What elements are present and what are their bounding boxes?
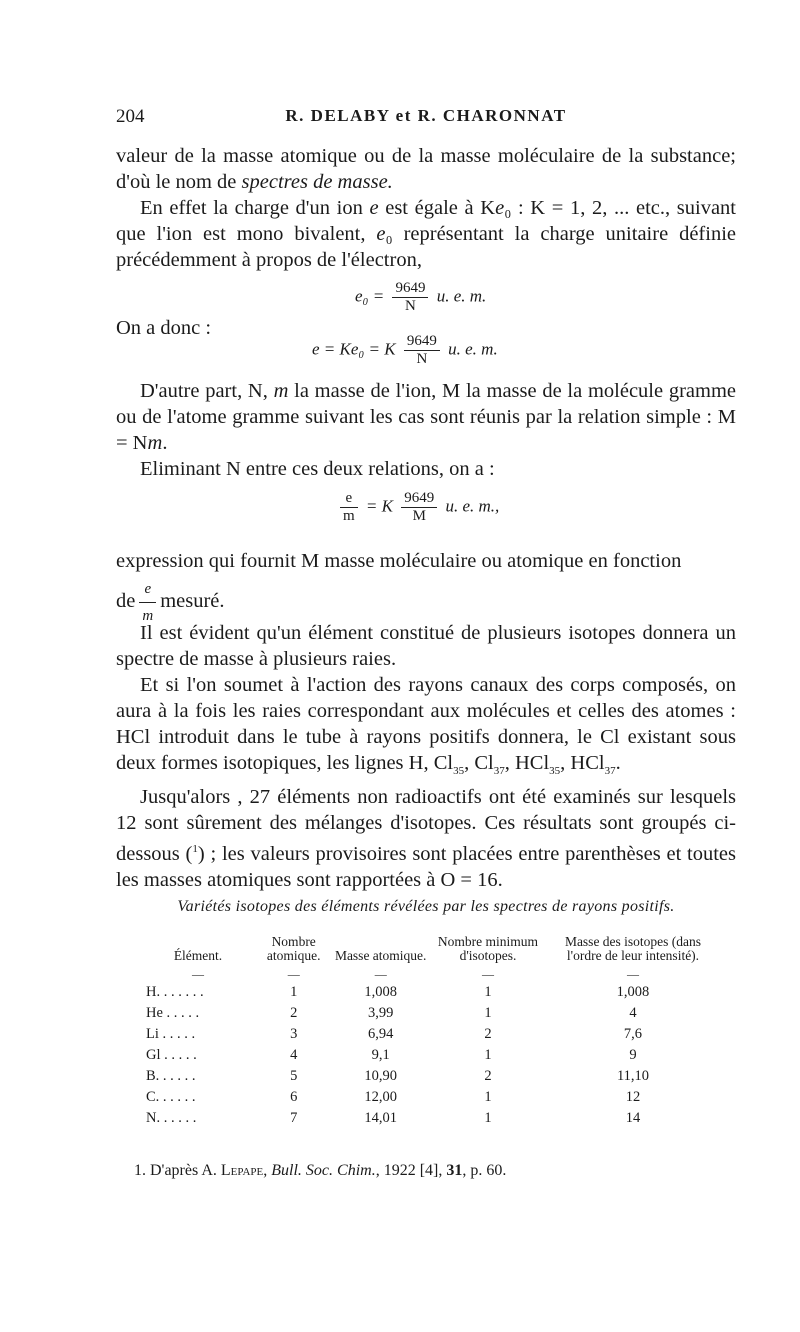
paragraph-3: D'autre part, N, m la masse de l'ion, M la masse de la molécule gramme ou de l'atome gramme suivant les cas sont réunis par la relation simple : M = Nm. [116,380,736,454]
table-row: He . . . . . 2 3,99 1 4 [146,1005,637,1021]
paragraph-6: Il est évident qu'un élément constitué de plusieurs isotopes donnera un spectre de masse à plusieurs raies. [116,622,736,670]
paragraph-8: Jusqu'alors , 27 éléments non radioactifs ont été examinés sur lesquels 12 sont sûrement des mélanges d'isotopes. Ces résultats sont groupés ci-dessous ($^1$) ; les valeurs provisoires sont placées entre parenthèses et toutes les masses atomiques sont rapportées à O = 16. [116,786,736,891]
col-header-atomic-number: Nombre atomique. [266,934,321,963]
on-a-donc: On a donc : [116,317,212,339]
table-header-row [140,935,720,967]
table-row: N. . . . . . 7 14,01 1 14 [146,1110,641,1126]
paragraph-7: Et si l'on soumet à l'action des rayons canaux des corps composés, on aura à la fois les raies correspondant aux molécules et celles des atomes : HCl introduit dans le tube à rayons positifs donnera, le Cl existant sous deux formes isotopiques, les lignes H, $Cl_{35}$, $Cl_{37}$, HCl$_{35}$, HCl$_{37}$. [116,674,736,778]
paragraph-5-continued: de $\frac{e}{m}$ mesuré. [116,576,316,629]
equation-e-over-m: $\frac{e}{m}$ = K $\frac{9649}{M}$ u. e. m., [336,490,499,525]
paragraph-1: valeur de la masse atomique ou de la masse moléculaire de la substance; d'où le nom de spectres de masse. [116,145,736,193]
table-row: C. . . . . . 6 12,00 1 12 [146,1089,641,1105]
equation-e0: e₀ = $\frac{9649}{N}$ u. e. m. [355,280,487,314]
col-header-isotope-masses: Masse des isotopes (dans l'ordre de leur intensité). [564,934,702,963]
footnote: 1. D'après A. Lepape, Bull. Soc. Chim., 1922 [4], 31, p. 60. [134,1162,507,1179]
table-caption: Variétés isotopes des éléments révélées par les spectres de rayons positifs. [177,898,675,915]
running-head: R. DELABY et R. CHARONNAT [285,106,567,125]
paragraph-5: expression qui fournit M masse moléculaire ou atomique en fonction [116,550,682,572]
col-header-min-isotopes: Nombre minimum d'isotopes. [437,934,539,963]
table-dash-row: — — — — — [192,967,639,981]
paragraph-4: Eliminant N entre ces deux relations, on a : [140,458,495,480]
col-header-atomic-mass: Masse atomique. [334,948,427,963]
paragraph-2: En effet la charge d'un ion e est égale à Ke₀ : K = 1, 2, ... etc., suivant que l'ion est mono bivalent, e₀ représentant la charge unitaire définie précédemment à propos de l'électron, [116,197,736,271]
page-number: 204 [116,106,145,127]
isotope-table [140,935,720,1129]
table-row: Gl . . . . . 4 9,1 1 9 [146,1047,637,1063]
col-header-element: Élément. [173,948,223,963]
table-row: B. . . . . . 5 10,90 2 11,10 [146,1068,650,1084]
equation-e: e = Ke₀ = K $\frac{9649}{N}$ u. e. m. [312,333,498,367]
table-row: H. . . . . . . 1 1,008 1 1,008 [146,984,650,1000]
table-row: Li . . . . . 3 6,94 2 7,6 [146,1026,643,1042]
page-header [116,106,736,130]
